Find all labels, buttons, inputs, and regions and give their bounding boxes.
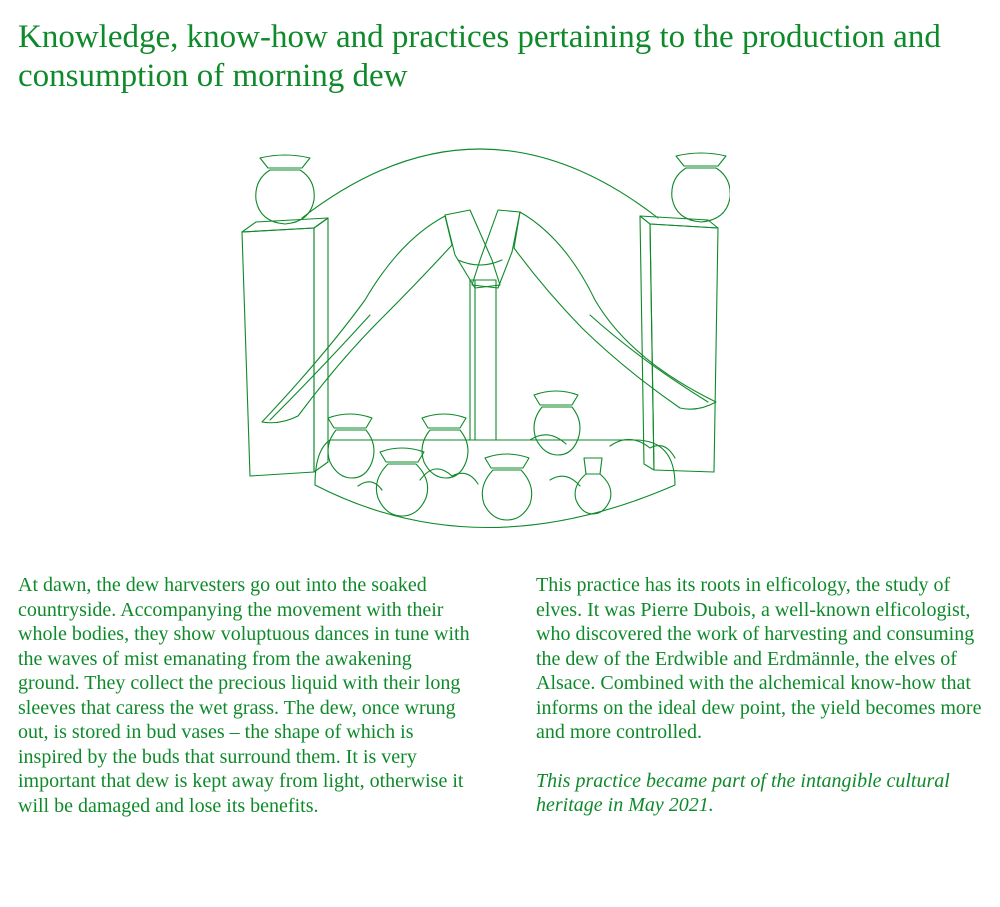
right-pillar — [640, 216, 718, 472]
heritage-note: This practice became part of the intangible cultural heritage in May 2021. — [536, 769, 950, 816]
right-sleeve — [514, 212, 716, 409]
central-figure — [445, 210, 520, 440]
bud-vase-5 — [482, 454, 531, 520]
arch-line — [302, 149, 658, 218]
dew-harvesting-illustration — [230, 140, 730, 550]
left-pillar — [242, 218, 328, 476]
ground-mound — [315, 440, 675, 528]
history-paragraph: This practice has its roots in elficology, the study of elves. It was Pierre Dubois, a well-known elficologist, who discovered the work of harvesting and consuming the dew of the Erdwible and Erdmännle, the elves of Alsace. Combined with the alchemical know-how that informs on the ideal dew point, the yield becomes more and more controlled. — [536, 574, 982, 743]
left-sleeve — [262, 216, 452, 423]
bud-vase-4 — [376, 448, 427, 516]
page-title: Knowledge, know-how and practices pertaining to the production and consumption of morning dew — [18, 19, 941, 94]
right-column — [536, 573, 986, 818]
intro-paragraph: At dawn, the dew harvesters go out into the soaked countryside. Accompanying the movement with their whole bodies, they show voluptuous dances in tune with the waves of mist emanating from the awakening ground. They collect the precious liquid with their long sleeves that caress the wet grass. The dew, once wrung out, is stored in bud vases – the shape of which is inspired by the buds that surround them. It is very important that dew is kept away from light, otherwise it will be damaged and lose its benefits. — [18, 574, 470, 817]
right-pillar-vase — [672, 153, 730, 222]
bud-vase-2 — [422, 414, 468, 478]
dew-illustration-svg — [230, 140, 730, 550]
bud-vase-3 — [534, 391, 580, 455]
left-column — [18, 573, 478, 818]
left-pillar-vase — [256, 155, 314, 224]
bud-vase-1 — [328, 414, 374, 478]
